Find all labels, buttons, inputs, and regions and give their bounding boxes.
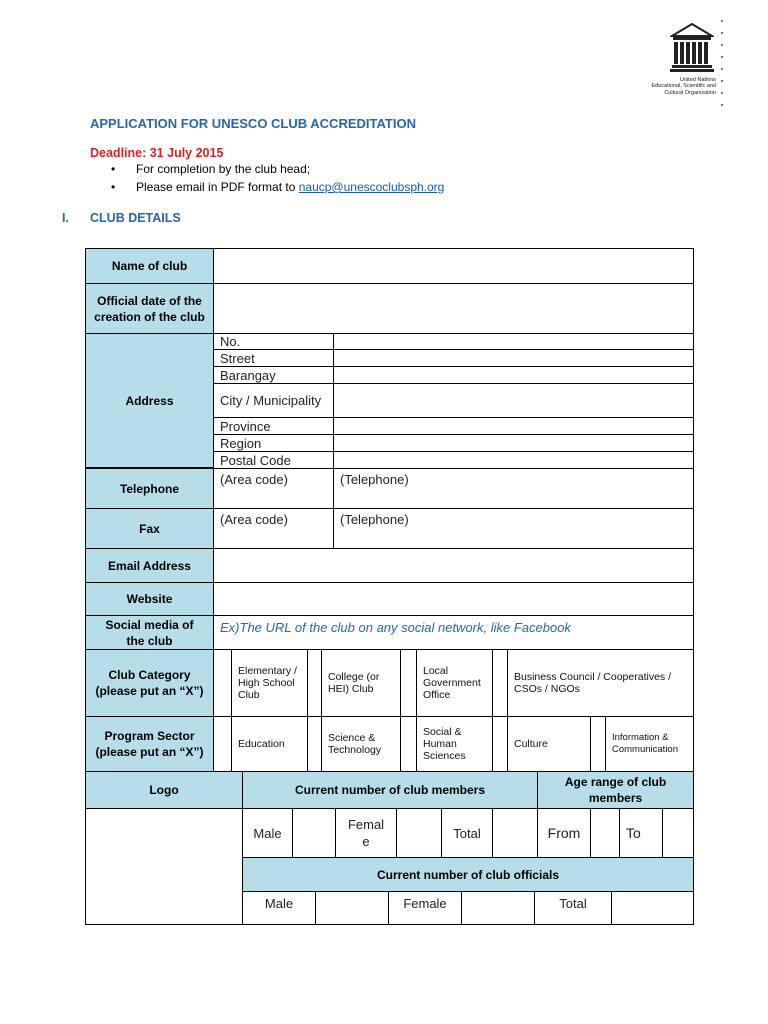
- fax-label: Fax: [85, 508, 214, 549]
- address-region-label: Region: [213, 434, 334, 452]
- document-title: APPLICATION FOR UNESCO CLUB ACCREDITATION: [90, 116, 416, 131]
- sector-information: Information & Communication: [605, 716, 694, 772]
- sector-checkbox-science[interactable]: [307, 716, 322, 772]
- address-barangay-field[interactable]: [333, 366, 694, 384]
- website-field[interactable]: [213, 582, 694, 616]
- fax-number[interactable]: (Telephone): [333, 508, 694, 549]
- category-college: College (or HEI) Club: [321, 649, 401, 717]
- members-female-field[interactable]: [396, 808, 442, 858]
- address-city-label: City / Municipality: [213, 383, 334, 418]
- sector-checkbox-information[interactable]: [590, 716, 606, 772]
- officials-male-label: Male: [242, 891, 316, 925]
- fax-area-code[interactable]: (Area code): [213, 508, 334, 549]
- address-region-field[interactable]: [333, 434, 694, 452]
- logo-field[interactable]: [85, 808, 243, 925]
- age-from-field[interactable]: [590, 808, 620, 858]
- officials-total-field[interactable]: [611, 891, 694, 925]
- category-business: Business Council / Cooperatives / CSOs / NGOs: [507, 649, 694, 717]
- category-checkbox-elementary[interactable]: [213, 649, 232, 717]
- address-province-label: Province: [213, 417, 334, 435]
- address-province-field[interactable]: [333, 417, 694, 435]
- email-address-field[interactable]: [213, 548, 694, 583]
- current-officials-label: Current number of club officials: [242, 857, 694, 892]
- category-elementary: Elementary / High School Club: [231, 649, 308, 717]
- telephone-label: Telephone: [85, 468, 214, 509]
- address-label: Address: [85, 333, 214, 468]
- social-media-field[interactable]: Ex)The URL of the club on any social network, like Facebook: [213, 615, 694, 650]
- unesco-logo: [670, 22, 714, 74]
- telephone-number[interactable]: (Telephone): [333, 468, 694, 509]
- sector-checkbox-culture[interactable]: [492, 716, 508, 772]
- sector-science: Science & Technology: [321, 716, 401, 772]
- age-to-label: To: [619, 808, 663, 858]
- sector-social: Social & Human Sciences: [416, 716, 493, 772]
- category-lgo: Local Government Office: [416, 649, 493, 717]
- age-from-label: From: [537, 808, 591, 858]
- section-number: I.: [62, 211, 69, 225]
- current-members-label: Current number of club members: [242, 771, 538, 809]
- members-total-field[interactable]: [492, 808, 538, 858]
- sector-culture: Culture: [507, 716, 591, 772]
- social-media-label: Social media of the club: [85, 615, 214, 650]
- address-postal-label: Postal Code: [213, 451, 334, 469]
- name-of-club-label: Name of club: [85, 248, 214, 284]
- members-male-label: Male: [242, 808, 293, 858]
- address-city-field[interactable]: [333, 383, 694, 418]
- sector-education: Education: [231, 716, 308, 772]
- program-sector-label: Program Sector (please put an “X”): [85, 716, 214, 772]
- members-total-label: Total: [441, 808, 493, 858]
- category-checkbox-college[interactable]: [307, 649, 322, 717]
- sector-checkbox-education[interactable]: [213, 716, 232, 772]
- address-no-label: No.: [213, 333, 334, 350]
- logo-label: Logo: [85, 771, 243, 809]
- members-male-field[interactable]: [292, 808, 336, 858]
- section-title: CLUB DETAILS: [90, 211, 181, 225]
- official-date-field[interactable]: [213, 283, 694, 334]
- officials-female-label: Female: [388, 891, 462, 925]
- officials-total-label: Total: [534, 891, 612, 925]
- address-barangay-label: Barangay: [213, 366, 334, 384]
- name-of-club-field[interactable]: [213, 248, 694, 284]
- dotted-divider: [721, 20, 725, 116]
- org-name: United Nations Educational, Scientific and Cultural Organization: [651, 77, 716, 96]
- officials-female-field[interactable]: [461, 891, 535, 925]
- category-checkbox-lgo[interactable]: [400, 649, 417, 717]
- website-label: Website: [85, 582, 214, 616]
- address-no-field[interactable]: [333, 333, 694, 350]
- members-female-label: Femal e: [335, 808, 397, 858]
- age-range-label: Age range of club members: [537, 771, 694, 809]
- email-link[interactable]: naucp@unescoclubsph.org: [298, 180, 445, 194]
- email-address-label: Email Address: [85, 548, 214, 583]
- telephone-area-code[interactable]: (Area code): [213, 468, 334, 509]
- official-date-label: Official date of the creation of the club: [85, 283, 214, 334]
- officials-male-field[interactable]: [315, 891, 389, 925]
- sector-checkbox-social[interactable]: [400, 716, 417, 772]
- category-checkbox-business[interactable]: [492, 649, 508, 717]
- age-to-field[interactable]: [662, 808, 694, 858]
- deadline: Deadline: 31 July 2015: [90, 146, 224, 160]
- club-category-label: Club Category (please put an “X”): [85, 649, 214, 717]
- address-street-field[interactable]: [333, 349, 694, 367]
- address-postal-field[interactable]: [333, 451, 694, 469]
- address-street-label: Street: [213, 349, 334, 367]
